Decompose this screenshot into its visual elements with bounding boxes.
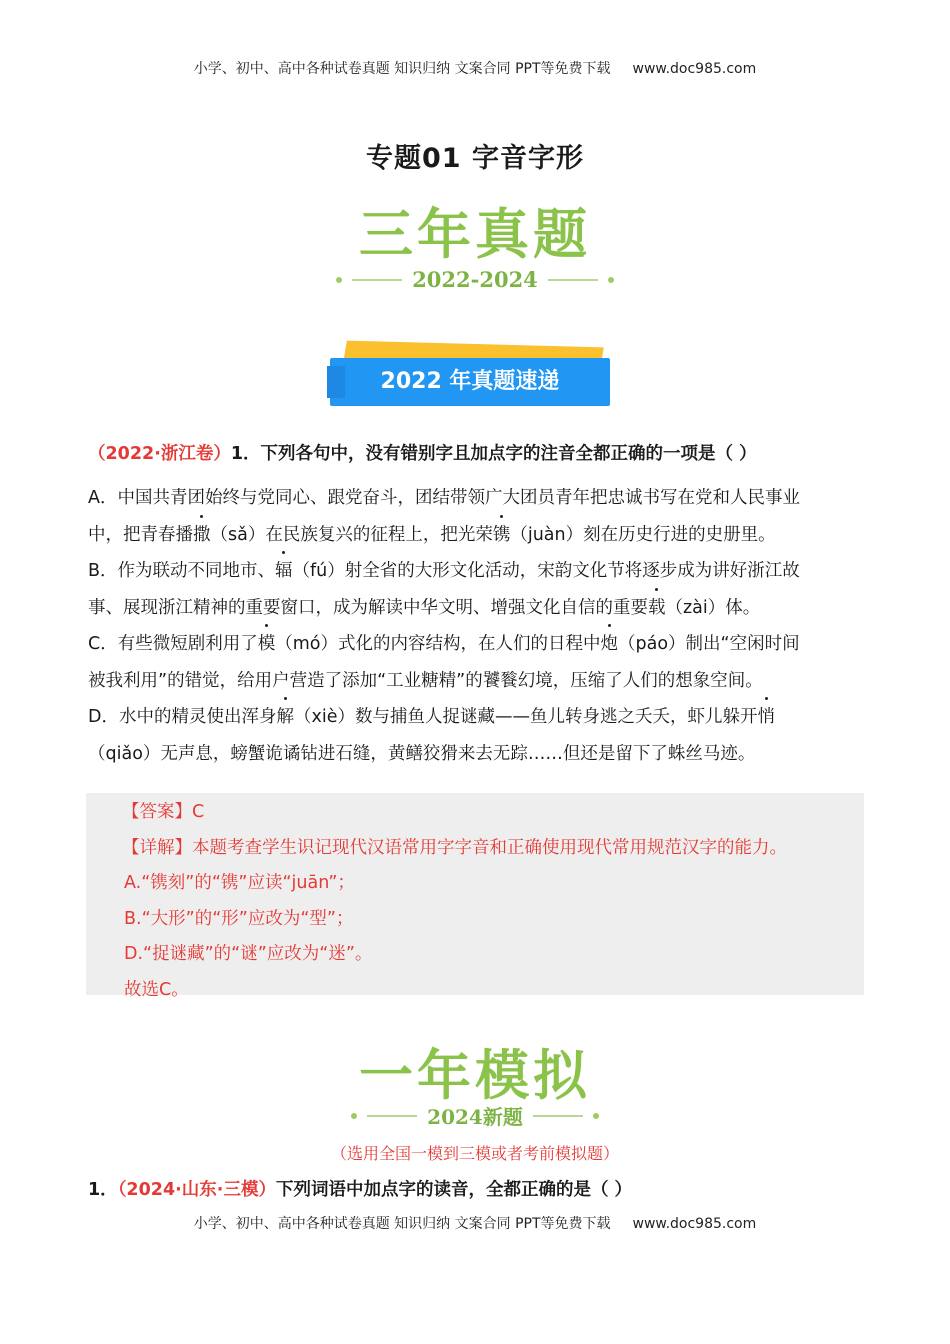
question-text: 1．下列各句中，没有错别字且加点字的注音全都正确的一项是（ ）	[230, 444, 757, 464]
dotted-char: 镌	[493, 517, 511, 554]
section-heading-three-years: 三年真题	[359, 203, 591, 266]
banner-label: 2022 年真题速递	[380, 369, 560, 394]
option-b-text: （fú）射全省的大形文化活动，宋韵文化节将逐步成为讲好浙江故	[292, 561, 800, 581]
decor-line	[548, 279, 598, 281]
dotted-char: 炮	[600, 626, 618, 663]
dotted-char: 辐	[275, 553, 293, 590]
footer-site[interactable]: www.doc985.com	[632, 1216, 757, 1232]
decor-dot	[593, 1113, 599, 1119]
year-range: 2022-2024	[412, 267, 538, 292]
option-c-text: C．有些微短剧利用了	[88, 634, 258, 654]
section-heading-one-year: 一年模拟	[359, 1044, 591, 1107]
option-a	[88, 480, 878, 553]
dotted-char: 载	[648, 590, 666, 627]
option-b-text: 事、展现浙江精神的重要窗口，成为解读中华文明、增强文化自信的重要	[88, 597, 648, 618]
page-header	[0, 58, 950, 78]
answer-line: 【答案】C	[122, 802, 205, 822]
explanation-d: D.“捉谜藏”的“谜”应改为“迷”。	[124, 944, 373, 964]
option-c-text: 被我利用”的错觉，给用户营造了添加“工业糖精”的饕餮幻境，压缩了人们的想象空间。	[88, 670, 763, 691]
question-number: 1．	[88, 1180, 118, 1200]
option-a-text: 中，把青春播	[88, 524, 193, 545]
option-a-text: （juàn）刻在历史行进的史册里。	[510, 524, 776, 545]
decor-line	[533, 1115, 583, 1117]
option-b	[88, 553, 878, 626]
option-b-text: B．作为联动不同地市、	[88, 561, 276, 581]
explanation-conclusion: 故选C。	[124, 979, 189, 1000]
dotted-char: 悄	[757, 699, 775, 736]
explanation-a: A.“镌刻”的“镌”应读“juān”；	[124, 873, 355, 893]
dotted-char: 撒	[193, 517, 211, 554]
option-a-text: （sǎ）在民族复兴的征程上，把光荣	[210, 524, 493, 545]
option-d-text: D．水中的精灵使出浑身	[88, 707, 277, 727]
decor-line	[352, 279, 402, 281]
question-1-stem	[88, 440, 878, 465]
option-c-text: （páo）制出“空闲时间	[617, 634, 800, 654]
decor-line	[367, 1115, 417, 1117]
decor-dot	[608, 277, 614, 283]
dotted-char: 模	[258, 626, 276, 663]
question-source: （2024·山东·三模）	[117, 1180, 276, 1200]
year-range-line	[0, 267, 950, 292]
option-c	[88, 626, 878, 699]
decor-dot	[336, 277, 342, 283]
decor-dot	[351, 1113, 357, 1119]
question-1-options	[88, 480, 878, 772]
question-source: （2022·浙江卷）	[88, 444, 231, 464]
option-d-text: （qiǎo）无声息，螃蟹诡谲钻进石缝，黄鳝狡猾来去无踪……但还是留下了蛛丝马迹。	[88, 743, 756, 764]
option-d-text: （xiè）数与捕鱼人捉谜藏——鱼儿转身逃之夭夭，虾儿躲开	[293, 707, 758, 727]
dotted-char: 解	[276, 699, 294, 736]
year-banner	[330, 344, 618, 410]
year-label: 2024新题	[427, 1105, 523, 1129]
explanation-b: B.“大形”的“形”应改为“型”；	[124, 908, 354, 929]
page-title: 专题01 字音字形	[366, 143, 584, 174]
option-b-text: （zài）体。	[665, 597, 761, 618]
footer-text: 小学、初中、高中各种试卷真题 知识归纳 文案合同 PPT等免费下载	[193, 1216, 611, 1232]
option-a-line1: A．中国共青团始终与党同心、跟党奋斗，团结带领广大团员青年把忠诚书写在党和人民事业	[88, 488, 800, 508]
option-d	[88, 699, 878, 772]
header-site[interactable]: www.doc985.com	[632, 61, 757, 77]
year-line-2024	[0, 1101, 950, 1130]
header-text: 小学、初中、高中各种试卷真题 知识归纳 文案合同 PPT等免费下载	[193, 61, 611, 77]
question-text: 下列词语中加点字的读音，全都正确的是（ ）	[275, 1180, 633, 1200]
question-2-stem	[88, 1176, 878, 1201]
page-footer	[0, 1213, 950, 1233]
explanation-line: 【详解】本题考查学生识记现代汉语常用字字音和正确使用现代常用规范汉字的能力。	[122, 837, 787, 858]
answer-box	[86, 793, 864, 1000]
selection-note: （选用全国一模到三模或者考前模拟题）	[330, 1144, 619, 1163]
option-c-text: （mó）式化的内容结构，在人们的日程中	[275, 634, 601, 654]
